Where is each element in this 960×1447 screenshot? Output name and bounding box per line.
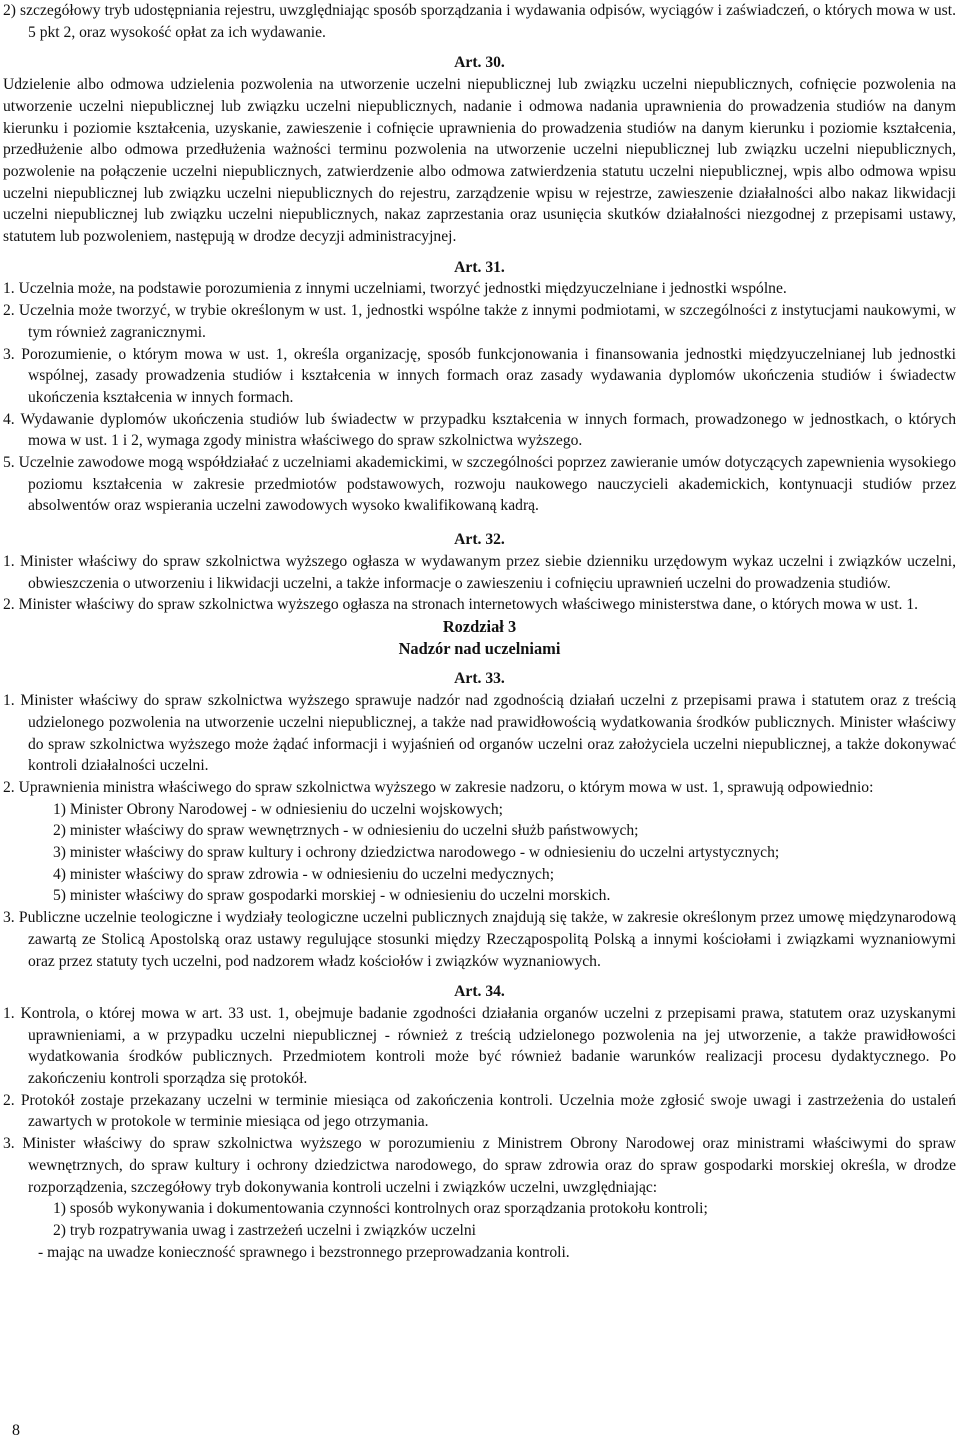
art-33-item-2: 2. Uprawnienia ministra właściwego do spraw szkolnictwa wyższego w zakresie nadzoru, o którym mowa w ust. 1, sprawują odpowiednio:: [3, 778, 874, 796]
art-33-sub-1: 1) Minister Obrony Narodowej - w odniesieniu do uczelni wojskowych;: [53, 800, 503, 818]
art-31-item-4: 4. Wydawanie dyplomów ukończenia studiów lub świadectw w przypadku kształcenia w innych formach, prowadzonego w jednostkach, o których mowa w ust. 1 i 2, wymaga zgody ministra właściwego do spraw szkolnictwa wyższego.: [3, 410, 956, 450]
art-31-title: Art. 31.: [454, 258, 505, 276]
art-32-title: Art. 32.: [454, 531, 505, 549]
art-34-sub-1: 1) sposób wykonywania i dokumentowania czynności kontrolnych oraz sporządzania protokołu kontroli;: [53, 1200, 708, 1218]
art-30-text: Udzielenie albo odmowa udzielenia pozwolenia na utworzenie uczelni niepublicznej lub związku uczelni niepublicznych, cofnięcie pozwolenia na utworzenie uczelni niepublicznej lub związku uczelni niepublicznych, nadanie i odmowa nadania uprawnienia do prowadzenia studiów na danym kierunku i poziomie kształcenia, uzyskanie, zawieszenie i cofnięcie uprawnienia do prowadzenia studiów na danym kierunku i poziomie kształcenia, przedłużenie albo odmowa przedłużenia ważności terminu pozwolenia na utworzenie uczelni niepublicznej lub związku uczelni niepublicznych, pozwolenie na połączenie uczelni niepublicznych, zatwierdzenie albo odmowa zatwierdzenia statutu uczelni niepublicznej, wpis albo odmowa wpisu uczelni niepublicznej lub związku uczelni niepublicznych do rejestru, zarządzenie wpisu w rejestrze, zawieszenie działalności albo nakaz likwidacji uczelni niepublicznej lub związku uczelni niepublicznych, nakaz zaprzestania oraz usunięcia skutków działalności niezgodnej z przepisami ustawy, statutem lub pozwoleniem, następują w drodze decyzji administracyjnej.: [3, 76, 956, 246]
art-33-item-1: 1. Minister właściwy do spraw szkolnictwa wyższego sprawuje nadzór nad zgodnością działań uczelni z przepisami prawa i statutem oraz z treścią udzielonego pozwolenia na utworzenie uczelni niepublicznej, a także nad prawidłowością wydatkowania środków publicznych. Minister właściwy do spraw szkolnictwa wyższego może żądać informacji i wyjaśnień od organów uczelni oraz założyciela uczelni niepublicznej, a także dokonywać kontroli działalności uczelni.: [3, 692, 956, 775]
document-page: [3, 0, 956, 1263]
intro-item-2: 2) szczegółowy tryb udostępniania rejestru, uwzględniając sposób sporządzania i wydawania odpisów, wyciągów i zaświadczeń, o których mowa w ust. 5 pkt 2, oraz wysokość opłat za ich wydawanie.: [3, 2, 956, 41]
art-31-item-2: 2. Uczelnia może tworzyć, w trybie określonym w ust. 1, jednostki wspólne także z innymi podmiotami, w szczególności z instytucjami naukowymi, w tym również zagranicznymi.: [3, 302, 956, 341]
art-34-sub-2: 2) tryb rozpatrywania uwag i zastrzeżeń uczelni i związków uczelni: [53, 1221, 476, 1239]
page-number: 8: [12, 1422, 20, 1439]
art-32-item-1: 1. Minister właściwy do spraw szkolnictwa wyższego ogłasza w wydawanym przez siebie dzienniku urzędowym wykaz uczelni i związków uczelni, obwieszczenia o utworzeniu i likwidacji uczelni, a także informacje o zawieszeniu i cofnięciu uprawnień uczelni do prowadzenia studiów.: [3, 552, 956, 592]
chapter-title: Nadzór nad uczelniami: [398, 638, 561, 658]
chapter-number: Rozdział 3: [442, 616, 517, 636]
art-31-item-3: 3. Porozumienie, o którym mowa w ust. 1, określa organizację, sposób funkcjonowania i finansowania jednostki międzyuczelnianej lub jednostki wspólnej, zasady prowadzenia studiów i kształcenia w innych formach oraz zasady wydawania dyplomów ukończenia studiów i świadectw ukończenia kształcenia w innych formach.: [3, 345, 956, 406]
art-34-item-3: 3. Minister właściwy do spraw szkolnictwa wyższego w porozumieniu z Ministrem Obrony Narodowej oraz ministrami właściwymi do spraw wewnętrznych, do spraw kultury i ochrony dziedzictwa narodowego, do spraw zdrowia oraz do spraw gospodarki morskiej określa, w drodze rozporządzenia, szczegółowy tryb dokonywania kontroli uczelni i związków uczelni, uwzględniając:: [3, 1135, 956, 1196]
art-33-sub-5: 5) minister właściwy do spraw gospodarki morskiej - w odniesieniu do uczelni morskich.: [53, 887, 611, 905]
art-33-title: Art. 33.: [454, 670, 505, 688]
art-30-title: Art. 30.: [454, 54, 505, 72]
art-34-closing-clause: - mając na uwadze konieczność sprawnego i bezstronnego przeprowadzania kontroli.: [38, 1243, 570, 1261]
art-33-item-3: 3. Publiczne uczelnie teologiczne i wydziały teologiczne uczelni publicznych znajdują się także, w zakresie określonym przez umowę międzynarodową zawartą ze Stolicą Apostolską oraz ustawy regulujące stosunki między Rzecząpospolitą Polską a innymi kościołami i związkami wyznaniowymi oraz przez statuty tych uczelni, pod nadzorem władz kościołów i związków wyznaniowych.: [3, 909, 956, 970]
art-33-sub-4: 4) minister właściwy do spraw zdrowia - w odniesieniu do uczelni medycznych;: [53, 865, 555, 883]
art-34-item-1: 1. Kontrola, o której mowa w art. 33 ust. 1, obejmuje badanie zgodności działania organów uczelni z przepisami prawa, statutem oraz uzyskanymi uprawnieniami, a w przypadku uczelni niepublicznej - również z treścią udzielonego pozwolenia na jej utworzenie, a także prawidłowości wydatkowania środków publicznych. Przedmiotem kontroli może być również badanie warunków realizacji procesu dydaktycznego. Po zakończeniu kontroli sporządza się protokół.: [3, 1004, 956, 1088]
art-31-item-5: 5. Uczelnie zawodowe mogą współdziałać z uczelniami akademickimi, w szczególności poprzez zawieranie umów dotyczących zapewnienia wysokiego poziomu kształcenia w zakresie przedmiotów podstawowych, rozwoju naukowego nauczycieli akademickich, kontynuacji studiów przez absolwentów oraz wspierania uczelni zawodowych wysoko kwalifikowaną kadrą.: [3, 454, 956, 515]
art-31-item-1: 1. Uczelnia może, na podstawie porozumienia z innymi uczelniami, tworzyć jednostki międzyuczelniane i jednostki wspólne.: [3, 280, 787, 298]
art-34-title: Art. 34.: [454, 983, 505, 1001]
art-32-item-2: 2. Minister właściwy do spraw szkolnictwa wyższego ogłasza na stronach internetowych właściwego ministerstwa dane, o których mowa w ust. 1.: [3, 596, 919, 614]
art-33-sub-3: 3) minister właściwy do spraw kultury i ochrony dziedzictwa narodowego - w odniesieniu do uczelni artystycznych;: [53, 844, 780, 862]
art-34-item-2: 2. Protokół zostaje przekazany uczelni w terminie miesiąca od zakończenia kontroli. Uczelnia może zgłosić swoje uwagi i zastrzeżenia do ustaleń zawartych w protokole w terminie miesiąca od jego otrzymania.: [3, 1091, 956, 1131]
art-33-sub-2: 2) minister właściwy do spraw wewnętrznych - w odniesieniu do uczelni służb państwowych;: [53, 822, 639, 840]
